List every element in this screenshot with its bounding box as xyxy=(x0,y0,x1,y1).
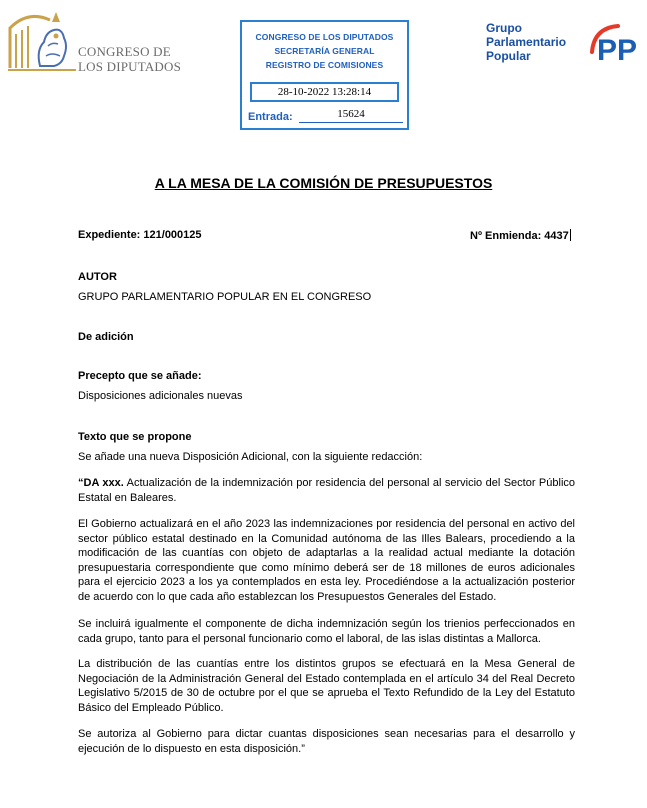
precepto-value: Disposiciones adicionales nuevas xyxy=(78,390,243,402)
da-heading-paragraph xyxy=(78,476,575,505)
stamp-line: CONGRESO DE LOS DIPUTADOS xyxy=(255,32,394,42)
congreso-logo-line: CONGRESO DE xyxy=(78,44,171,59)
stamp-line: REGISTRO DE COMISIONES xyxy=(265,60,384,70)
stamp-entrada-number: 15624 xyxy=(337,108,365,120)
congreso-logo-text xyxy=(78,44,181,74)
autor-label: AUTOR xyxy=(78,271,117,283)
party-logo-line: Popular xyxy=(486,49,531,63)
enmienda-number-text: Nº Enmienda: 4437 xyxy=(470,230,569,242)
enmienda-number xyxy=(470,229,571,242)
body-paragraph-3: La distribución de las cuantías entre los distintos grupos se efectuará en la Mesa General de Negociación de la Administración General del Estado contemplada en el artículo 34 del Real Decreto Legislativo 5/2015 de 30 de octubre por el que se aprueba el Texto Refundido de la Ley del Estatuto Básico del Empleado Público. xyxy=(78,658,575,714)
body-paragraph-1: El Gobierno actualizará en el año 2023 las indemnizaciones por residencia del personal en activo del sector público estatal destinado en la Comunidad autónoma de las Illes Balears, procediendo a la modificación de las cuantías con objeto de adaptarlas a la realidad actual mediante la dotación presupuestaria correspondiente que como mínimo deberá ser de 18 millones de euros adicionales para el ejercicio 2023 a los ya contemplados en esta ley. Procediéndose a la actualización posterior de acuerdo con lo que cada año establezcan los Presupuestos Generales del Estado. xyxy=(78,518,575,603)
autor-value: GRUPO PARLAMENTARIO POPULAR EN EL CONGRESO xyxy=(78,291,372,303)
expediente-number: Expediente: 121/000125 xyxy=(78,229,202,241)
stamp-entrada-underline xyxy=(299,122,403,123)
stamp-datetime: 28-10-2022 13:28:14 xyxy=(250,82,399,102)
amendment-type: De adición xyxy=(78,331,134,343)
body-paragraph-4: Se autoriza al Gobierno para dictar cuantas disposiciones sean necesarias para el desarrollo y ejecución de lo dispuesto en esta disposición.” xyxy=(78,728,575,755)
congreso-logo-line: LOS DIPUTADOS xyxy=(78,59,182,74)
text-cursor xyxy=(570,229,571,241)
da-heading-rest: Actualización de la indemnización por residencia del personal al servicio del Sector Público Estatal en Baleares. xyxy=(78,477,576,504)
congreso-lion-emblem-icon xyxy=(6,6,86,78)
texto-label: Texto que se propone xyxy=(78,431,192,443)
stamp-entrada-label: Entrada: xyxy=(248,111,293,123)
party-logo-text xyxy=(486,21,566,63)
pp-logo-icon xyxy=(588,22,642,68)
party-logo-line: Grupo xyxy=(486,21,522,35)
stamp-line: SECRETARÍA GENERAL xyxy=(274,46,375,56)
party-logo-line: Parlamentario xyxy=(486,35,567,49)
texto-intro: Se añade una nueva Disposición Adicional, con la siguiente redacción: xyxy=(78,451,423,463)
registry-stamp xyxy=(240,20,409,130)
precepto-label: Precepto que se añade: xyxy=(78,370,202,382)
document-title: A LA MESA DE LA COMISIÓN DE PRESUPUESTOS xyxy=(154,175,493,191)
body-paragraph-2: Se incluirá igualmente el componente de dicha indemnización según los trienios perfeccionados en cada grupo, tanto para el personal funcionario como el laboral, de las islas distintas a Mallorca. xyxy=(78,618,575,645)
da-heading-bold: “DA xxx. xyxy=(78,477,124,489)
pp-logo-mark-text: PP xyxy=(597,34,638,67)
